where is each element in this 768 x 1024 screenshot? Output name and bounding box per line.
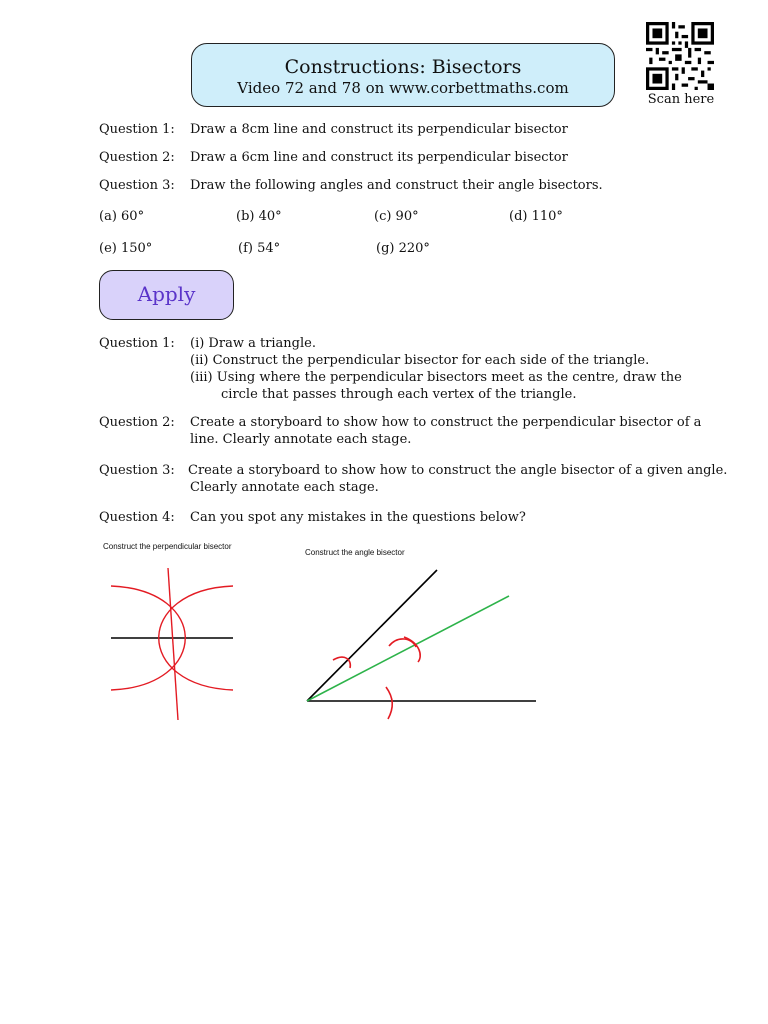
perpendicular-diagram-title: Construct the perpendicular bisector [103, 542, 232, 551]
angle-bisector-line [307, 596, 509, 701]
apply-q3-line-2: Clearly annotate each stage. [190, 480, 379, 495]
bisector-line [168, 568, 178, 720]
apply-heading: Apply [99, 270, 234, 320]
question-2-text: Draw a 6cm line and construct its perpendicular bisector [190, 150, 568, 165]
angle-diagram-title: Construct the angle bisector [305, 548, 405, 557]
qr-caption: Scan here [647, 92, 715, 107]
apply-q3-label: Question 3: [99, 463, 175, 478]
angle-option-d: (d) 110° [509, 209, 563, 224]
question-3-label: Question 3: [99, 178, 175, 193]
apply-q2-line-1: Create a storyboard to show how to construct the perpendicular bisector of a [190, 415, 702, 430]
apply-q1-part-iii-cont: circle that passes through each vertex of the triangle. [221, 387, 577, 402]
angle-option-c: (c) 90° [374, 209, 419, 224]
page-title: Constructions: Bisectors [284, 56, 522, 78]
question-2-label: Question 2: [99, 150, 175, 165]
apply-q2-label: Question 2: [99, 415, 175, 430]
angle-option-b: (b) 40° [236, 209, 282, 224]
apply-q3-line-1: Create a storyboard to show how to construct the angle bisector of a given angle. [188, 463, 728, 478]
perpendicular-bisector-diagram [111, 568, 233, 720]
apply-q1-part-iii: (iii) Using where the perpendicular bisectors meet as the centre, draw the [190, 370, 682, 385]
apply-q4-label: Question 4: [99, 510, 175, 525]
angle-upper-arm [307, 570, 437, 701]
angle-option-f: (f) 54° [238, 241, 281, 256]
angle-bisector-diagram [307, 570, 536, 719]
angle-option-g: (g) 220° [376, 241, 430, 256]
question-3-text: Draw the following angles and construct their angle bisectors. [190, 178, 603, 193]
apply-q1-label: Question 1: [99, 336, 175, 351]
apply-q1-part-ii: (ii) Construct the perpendicular bisector for each side of the triangle. [190, 353, 650, 368]
angle-option-a: (a) 60° [99, 209, 145, 224]
apply-q4-text: Can you spot any mistakes in the questions below? [190, 510, 526, 525]
apply-q2-line-2: line. Clearly annotate each stage. [190, 432, 412, 447]
page-subtitle: Video 72 and 78 on www.corbettmaths.com [237, 79, 569, 97]
apply-q1-part-i: (i) Draw a triangle. [190, 336, 316, 351]
angle-option-e: (e) 150° [99, 241, 153, 256]
arc-on-lower-arm [386, 687, 392, 719]
question-1-text: Draw a 8cm line and construct its perpendicular bisector [190, 122, 568, 137]
question-1-label: Question 1: [99, 122, 175, 137]
